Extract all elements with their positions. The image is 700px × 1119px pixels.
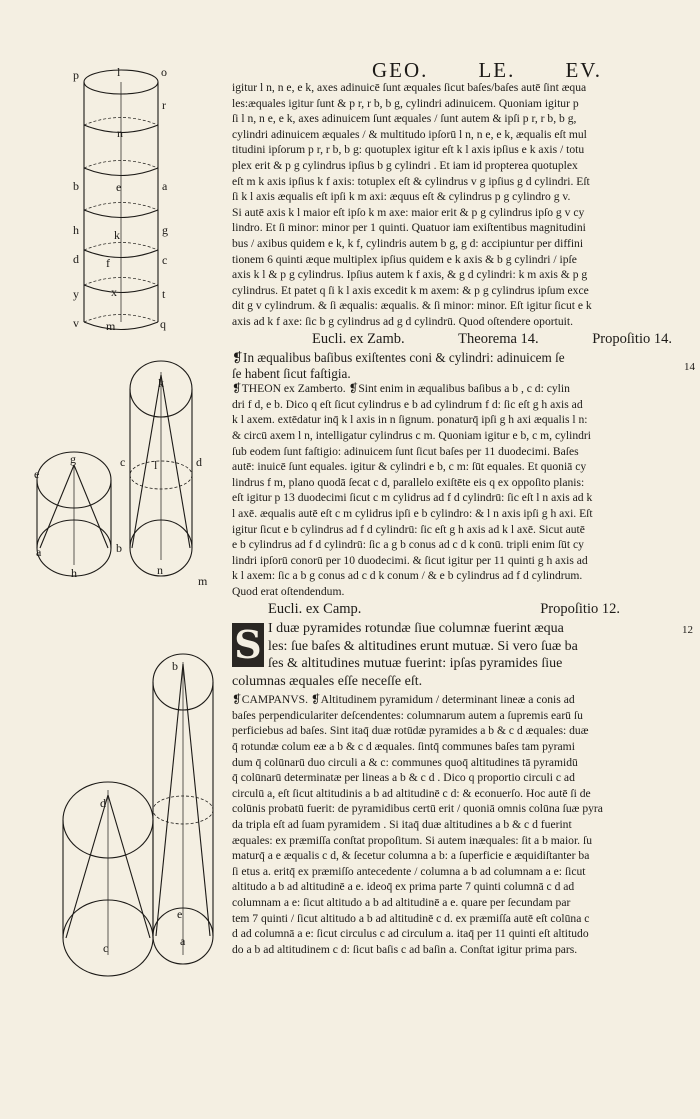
text-line: axis k l & p g cylindrus. Ipſius autem k f axis, & g d cylindri: k m axis & p g bbox=[232, 268, 588, 282]
fig-label: a bbox=[162, 179, 168, 193]
text-line: k l axem: ſic a b g conus ad c d k conum / & e b cylindrus ad f d cylindrum. bbox=[232, 569, 583, 583]
fig2-labels bbox=[34, 376, 208, 588]
text-line: eſt igitur p 13 duodecimi ſicut c m cylidrus ad f d cylindrū: ſic eſt l n axis ad k bbox=[232, 491, 593, 505]
figure-cone-cylinder-left bbox=[37, 452, 111, 576]
fig-label: p bbox=[73, 68, 79, 82]
fig-label: h bbox=[71, 566, 77, 580]
text-line: da tripla eſt ad ſuam pyramidem . Si itaq̄ duæ altitudines a b & c d fuerint bbox=[232, 817, 572, 831]
fig-label: d bbox=[73, 252, 79, 266]
margin-number: 12 bbox=[682, 624, 693, 636]
text-line: cylindri adinuicem æquales / & multitudo ipſorū l n, n e, e k, æqualis eſt mul bbox=[232, 127, 587, 141]
text-line: igitur l n, n e, e k, axes adinuicē ſunt æquales ſicut baſes/baſes autē ſint æqua bbox=[232, 81, 587, 94]
text-line: ❡CAMPANVS. ❡Altitudinem pyramidum / determinant lineæ a conis ad bbox=[232, 693, 575, 707]
fig-label: c bbox=[162, 253, 168, 267]
fig-label: e bbox=[116, 180, 122, 194]
figure-cone-cylinder-right bbox=[130, 361, 192, 576]
text-line: igitur ſicut e b cylindrus ad f d cylindrū: ſic eſt g h axis ad k l axē. Sicut autē bbox=[232, 522, 585, 536]
fig3-labels bbox=[100, 659, 186, 955]
fig-label: c bbox=[120, 455, 126, 469]
text-line: dum q̄ colūnarū duo circuli a & c: communes quoq̄ altitudines tā pyramidū bbox=[232, 755, 578, 769]
figures-column bbox=[0, 0, 232, 1119]
enunciation bbox=[232, 350, 680, 381]
fig-label: q bbox=[160, 317, 166, 331]
fig-label: f bbox=[106, 256, 110, 270]
text-line: k l axem. extēdatur inq̄ k l axis in n ſignum. ponaturq̄ ipſi g h axi æqualis l n: bbox=[232, 413, 588, 427]
fig-label: v bbox=[73, 316, 79, 330]
fig-label: c bbox=[103, 941, 109, 955]
text-line: dit g v cylindrum. & ſi æqualis: æqualis. & ſi minor: minor. Eſt igitur ſicut e k bbox=[232, 299, 592, 313]
text-line: dri f d, e b. Dico q eſt ſicut cylindrus e b ad cylindrum f d: ſic eſt g h axis ad bbox=[232, 397, 583, 411]
text-line: axis ad k f axe: ſic b g cylindrus ad g d cylindrū. Quod oſtendere oportuit. bbox=[232, 314, 573, 328]
text-line: ❡In æqualibus baſibus exiſtentes coni & cylindri: adinuicem ſe bbox=[232, 350, 565, 366]
fig-label: b bbox=[172, 659, 178, 673]
text-line: ſi k l axis æqualis eſt ipſi k m axi: æquus eſt & cylindrus p g cylindro g v. bbox=[232, 190, 571, 204]
text-line: ſi etus a. eritq̄ ex præmiſſo antecedente / columna a b ad columnam a e: ſicut bbox=[232, 864, 586, 878]
fig-label: n bbox=[117, 126, 123, 140]
fig-label: g bbox=[162, 223, 168, 237]
header-left: GEO. bbox=[372, 58, 429, 82]
margin-number: 14 bbox=[684, 361, 695, 373]
text-line: perficiebus ad baſes. Sint itaq̄ duæ rotūdæ pyramides a b & c d æquales: duæ bbox=[232, 724, 589, 738]
proof-block bbox=[232, 80, 680, 330]
text-line: ❡THEON ex Zamberto. ❡Sint enim in æqualibus baſibus a b , c d: cylin bbox=[232, 382, 570, 396]
fig-label: k bbox=[114, 228, 120, 242]
text-line: lindri ipſorū conorū per 10 duodecimi. & ſicut igitur per 11 quinti g h axis ad bbox=[232, 553, 588, 567]
text-line: e b cylindrus ad f d cylindrū: ſic a g b conus ad c d k conū. tripli enim ſūt cy bbox=[232, 538, 584, 552]
figure-stacked-cylinder bbox=[84, 70, 158, 330]
campanus-commentary bbox=[232, 692, 680, 957]
fig-label: l bbox=[117, 65, 121, 79]
section-heading bbox=[232, 602, 680, 618]
text-line: cylindrus. Et patet q ſi k l axis excedit k m axem: & p g cylindrus ipſum exce bbox=[232, 283, 589, 297]
text-line: I duæ pyramides rotundæ ſiue columnæ fuerint æqua bbox=[268, 621, 564, 637]
fig-label: x bbox=[111, 285, 117, 299]
text-line: les:æquales igitur ſunt & p r, r b, b g, cylindri adinuicem. Quoniam igitur p bbox=[232, 96, 579, 110]
decorated-initial: S bbox=[232, 623, 264, 667]
section-heading bbox=[232, 332, 680, 348]
text-line: & circū axem l n, intelligatur cylindrus c m. Quoniam igitur e b, c m, cylindri bbox=[232, 429, 591, 443]
text-line: autē: inuicē ſunt equales. igitur & cylindri e b, c m: ſūt equales. Et quoniā cy bbox=[232, 460, 587, 474]
fig-label: o bbox=[161, 65, 167, 79]
geometric-figures bbox=[0, 0, 232, 1119]
fig-label: h bbox=[73, 223, 79, 237]
text-line: lindro. Et ſi minor: minor per 1 quinti. Quatuor iam exiſtentibus magnitudini bbox=[232, 221, 586, 235]
text-line: q̄ colūnarū determinatæ per lineas a b & c d . Dico q proportio circuli c ad bbox=[232, 771, 575, 785]
text-line: q̄ rotundæ colum eæ a b & c d æquales. ſintq̄ communes baſes tam pyrami bbox=[232, 739, 575, 753]
fig-label: e bbox=[34, 467, 40, 481]
enunciation-block bbox=[232, 620, 680, 690]
text-line: tem 7 quinti / ſicut altitudo a b ad altitudinē c d. ex præmiſſa autē eſt colūna c bbox=[232, 911, 590, 925]
figure-pyramids-columns bbox=[63, 654, 213, 976]
text-line: titudini ipſorum p r, r b, b g: quotuplex igitur eſt k l axis ipſius e k axis / totu bbox=[232, 143, 585, 157]
fig-label: b bbox=[116, 541, 122, 555]
fig-label: y bbox=[73, 287, 79, 301]
text-line: eſt m k axis ipſius k f axis: totuplex eſt & cylindrus v g ipſius g d cylindri. Eſt bbox=[232, 174, 590, 188]
fig-label: g bbox=[70, 452, 76, 466]
text-line: columnas æquales eſſe neceſſe eſt. bbox=[232, 673, 423, 689]
heading-proposition: Propoſitio 14. bbox=[592, 330, 672, 347]
text-line: lindrus f m, plano quodā ſecat c d, parallelo exiſtēte eis q ex oppoſito planis: bbox=[232, 475, 585, 489]
fig-label: l bbox=[154, 458, 158, 472]
fig-label: m bbox=[198, 574, 208, 588]
header-right: EV. bbox=[565, 58, 602, 82]
text-line: Si autē axis k l maior eſt ipſo k m axe: maior erit & p g cylindrus ipſo g v cy bbox=[232, 205, 585, 219]
text-line: bus / axibus quidem e k, k f, cylindris autem b g, g d: accipiuntur per diffini bbox=[232, 236, 584, 250]
header-middle: LE. bbox=[478, 58, 516, 82]
fig-label: a bbox=[180, 934, 186, 948]
text-line: tionem 6 quinti æque multiplex ipſius quidem e k axis & b g cylindri / ipſe bbox=[232, 252, 577, 266]
text-line: les: ſue baſes & altitudines erunt mutuæ. Si vero ſuæ ba bbox=[268, 638, 578, 654]
fig-label: m bbox=[106, 319, 116, 333]
fig-label: n bbox=[157, 563, 163, 577]
fig-label: t bbox=[162, 287, 166, 301]
text-line: ſub eodem ſunt faſtigio: adinuicem ſunt ſicut baſes per 11 duodecimi. Baſes bbox=[232, 444, 579, 458]
text-line: plex erit & p g cylindrus ipſius b g cylindri . Et iam id propterea quotuplex bbox=[232, 158, 578, 172]
fig-label: d bbox=[100, 796, 106, 810]
text-line: ſi l n, n e, e k, axes adinuicem ſunt æquales / ſunt autem & ipſi p r, r b, b g, bbox=[232, 112, 577, 126]
heading-source: Eucli. ex Zamb. bbox=[312, 330, 405, 347]
text-line: æquales: ex præmiſſa conſtat propoſitum. Si autem inæquales: ſit a b maior. ſu bbox=[232, 833, 593, 847]
heading-proposition: Propoſitio 12. bbox=[540, 600, 620, 617]
fig-label: a bbox=[36, 545, 42, 559]
text-line: columnam a e: ſicut altitudo a b ad altitudinē a e. quare per ſecundam par bbox=[232, 895, 571, 909]
heading-theorem: Theorema 14. bbox=[458, 330, 539, 347]
text-line: Quod erat oſtendendum. bbox=[232, 585, 345, 598]
text-line: l axē. æqualis autē eſt c m cylidrus ipſi e b cylindro: & l n axis ipſi g h axi. Eſt bbox=[232, 507, 593, 521]
text-line: d ad columnā a e: ſicut circulus c ad circulum a. itaq̄ per 11 quinti eſt altitudo bbox=[232, 927, 589, 941]
fig-label: d bbox=[196, 455, 202, 469]
fig-label: r bbox=[162, 98, 166, 112]
text-line: circulū a, eſt ſicut altitudinis a b ad altitudinē c d: & econuerſo. Hoc autē ſi de bbox=[232, 786, 591, 800]
text-line: maturq̄ a e æqualis c d, & ſecetur columna a b: a ſuperficie e æquidiſtanter ba bbox=[232, 849, 590, 863]
text-line: ſe habent ſicut faſtigia. bbox=[232, 365, 351, 381]
text-line: colūnis probatū fuerit: de pyramidibus certū erit / quoniā omnis colūna ſuæ pyra bbox=[232, 802, 603, 816]
fig-label: b bbox=[73, 179, 79, 193]
fig-label: e bbox=[177, 907, 183, 921]
text-line: ſes & altitudines mutuæ fuerint: ipſas pyramides ſiue bbox=[268, 656, 563, 672]
text-column bbox=[232, 80, 680, 957]
heading-source: Eucli. ex Camp. bbox=[268, 600, 362, 617]
theon-commentary bbox=[232, 381, 680, 599]
fig-label: k bbox=[158, 376, 164, 390]
text-line: altitudo a b ad altitudinē a e. ideoq̄ ex prima parte 7 quinti columnā c d ad bbox=[232, 880, 575, 894]
text-line: do a b ad altitudinem c d: ſicut baſis c ad baſin a. Conſtat igitur prima pars. bbox=[232, 942, 578, 956]
text-line: baſes perpendiculariter deſcendentes: columnarum autem a ſupremis earū ſu bbox=[232, 708, 583, 722]
